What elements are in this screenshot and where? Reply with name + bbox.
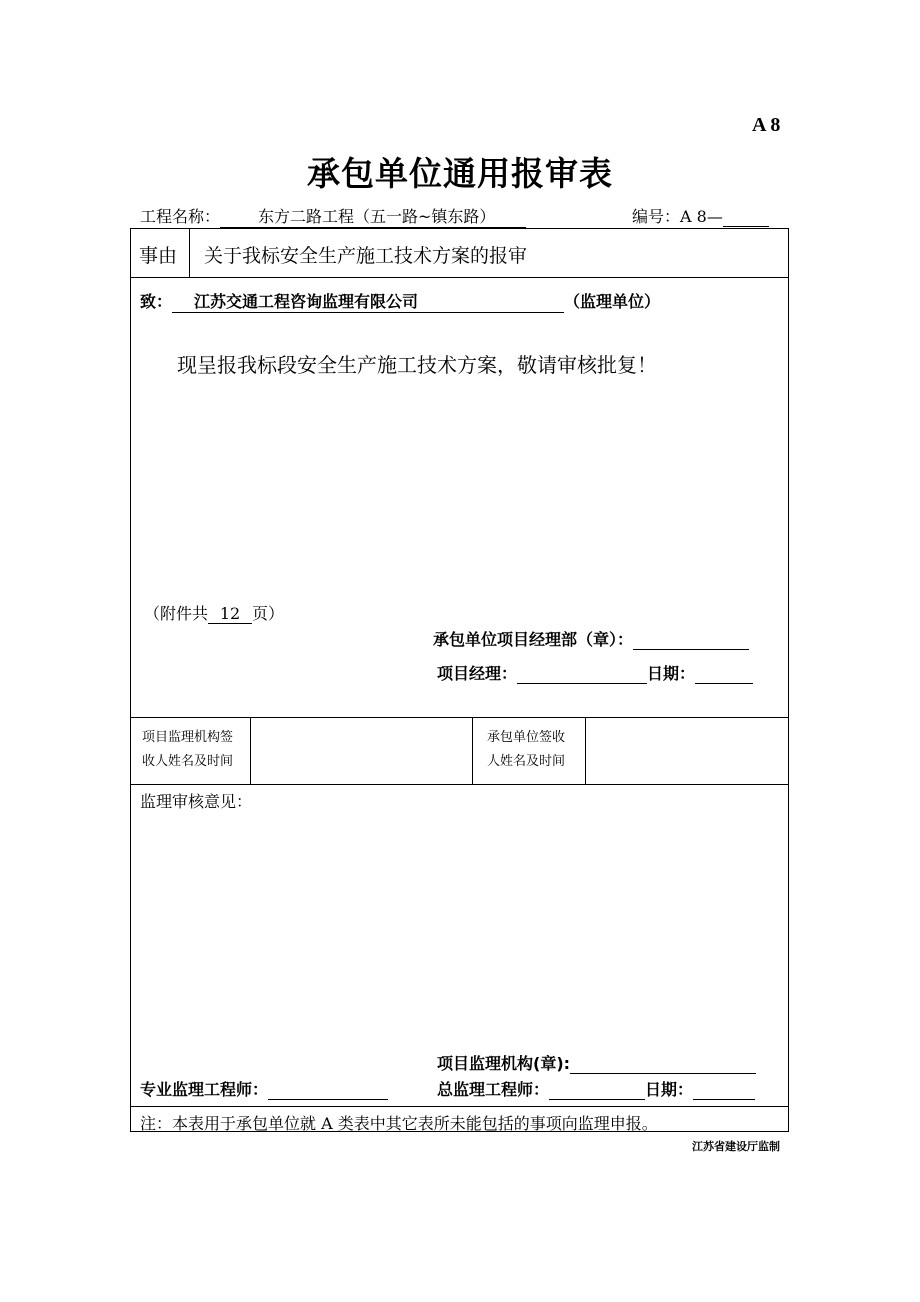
supervisor-receipt-label-line2: 收人姓名及时间 [142,754,234,769]
supervisor-receipt-label-line1: 项目监理机构签 [142,730,234,745]
contractor-dept-label: 承包单位项目经理部（章）： [433,630,634,649]
project-manager-label: 项目经理： [437,664,518,683]
review-opinion-label: 监理审核意见： [140,792,253,811]
contractor-receipt-label-line2: 人姓名及时间 [487,754,566,769]
number-field[interactable] [723,207,769,227]
specialist-engineer-row [140,1077,388,1100]
to-company[interactable]: 江苏交通工程咨询监理有限公司 [172,289,564,313]
number-value: A 8— [680,207,723,226]
supervision-org-label: 项目监理机构(章): [437,1054,571,1073]
subject-label: 事由 [139,245,178,267]
project-manager-row [437,661,753,684]
date-field[interactable] [695,664,753,684]
form-code: A 8 [752,114,781,136]
project-name-row [140,204,526,228]
contractor-receipt-label-line1: 承包单位签收 [487,730,566,745]
attachment-prefix: （附件共 [144,604,209,623]
project-name-value[interactable]: 东方二路工程（五一路~镇东路） [220,204,526,228]
attachment-count[interactable]: 12 [208,604,252,624]
subject-value[interactable]: 关于我标安全生产施工技术方案的报审 [204,245,528,267]
to-row [140,289,660,313]
form-table [130,228,789,1132]
form-number-row [632,204,769,227]
project-name-label: 工程名称： [140,207,221,226]
attachment-suffix: 页） [252,604,285,623]
chief-engineer-label: 总监理工程师： [437,1080,550,1099]
contractor-receipt-label [487,726,565,774]
attachment-note [144,601,284,624]
number-label: 编号： [632,207,681,226]
supervision-org-row [437,1051,756,1074]
supervisor-receipt-field[interactable] [252,719,470,782]
date-field-2[interactable] [693,1080,755,1100]
review-opinion-field[interactable] [140,815,776,1045]
chief-engineer-row [437,1077,755,1100]
to-suffix: （监理单位） [564,292,661,311]
chief-engineer-field[interactable] [549,1080,645,1100]
page-title: 承包单位通用报审表 [307,154,613,193]
specialist-engineer-label: 专业监理工程师： [140,1080,269,1099]
supervisor-receipt-label [142,726,233,774]
supervision-org-seal-field[interactable] [570,1054,756,1074]
date-label-2: 日期： [645,1080,694,1099]
contractor-dept-row [433,627,749,650]
note: 注：本表用于承包单位就 A 类表中其它表所未能包括的事项向监理申报。 [140,1114,658,1133]
project-manager-field[interactable] [517,664,647,684]
issuer-footer: 江苏省建设厅监制 [692,1140,780,1153]
date-label: 日期： [647,664,696,683]
contractor-dept-seal-field[interactable] [633,630,749,650]
to-label: 致： [140,292,173,311]
body-text[interactable]: 现呈报我标段安全生产施工技术方案，敬请审核批复！ [177,353,657,377]
contractor-receipt-field[interactable] [587,719,787,782]
specialist-engineer-field[interactable] [268,1080,388,1100]
